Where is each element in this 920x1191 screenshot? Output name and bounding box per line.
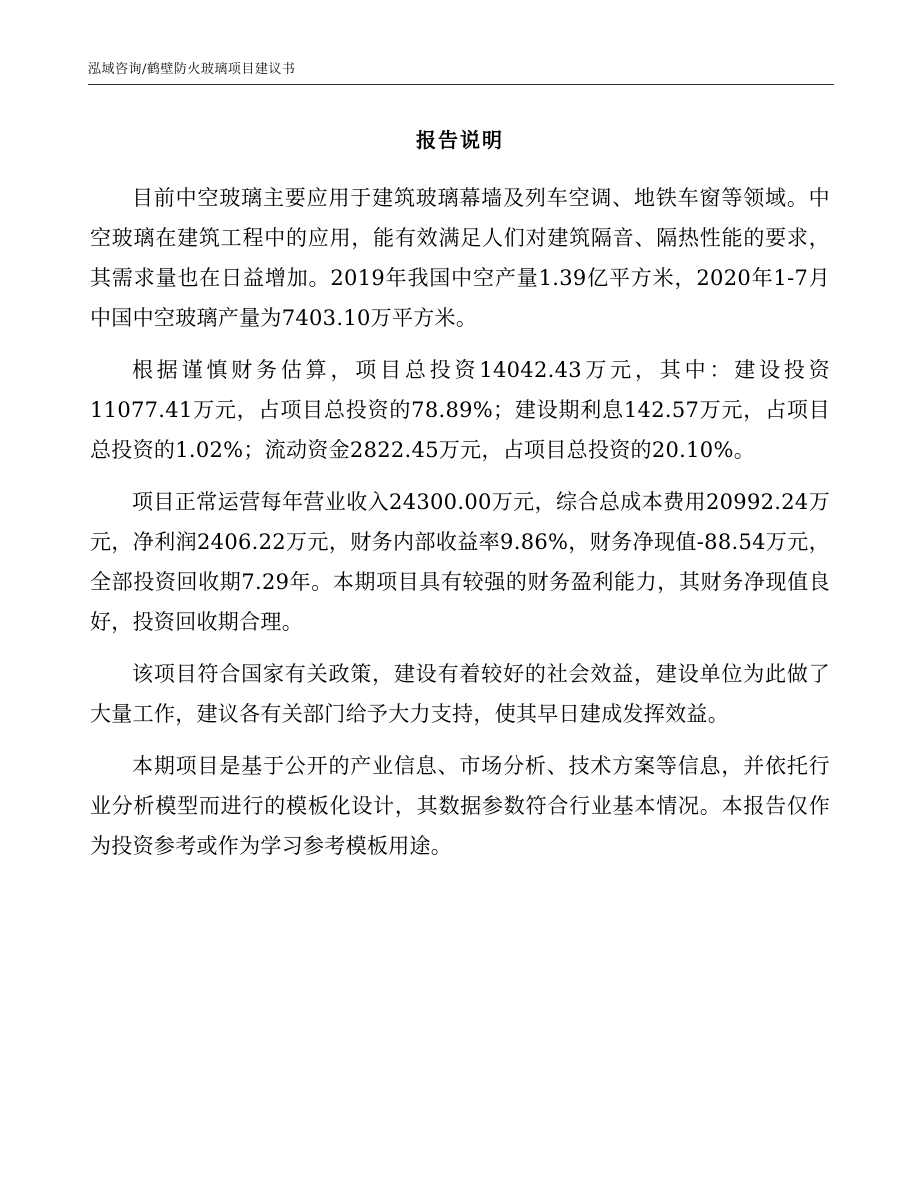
- paragraph-policy-support: 该项目符合国家有关政策，建设有着较好的社会效益，建设单位为此做了大量工作，建议各有关部门给予大力支持，使其早日建成发挥效益。: [90, 662, 830, 726]
- header-divider: [88, 84, 834, 85]
- paragraph-market-background: 目前中空玻璃主要应用于建筑玻璃幕墙及列车空调、地铁车窗等领域。中空玻璃在建筑工程中的应用，能有效满足人们对建筑隔音、隔热性能的要求，其需求量也在日益增加。2019年我国中空产量1.39亿平方米，2020年1-7月中国中空玻璃产量为7403.10万平方米。: [90, 186, 830, 330]
- paragraph-financial-returns: 项目正常运营每年营业收入24300.00万元，综合总成本费用20992.24万元，净利润2406.22万元，财务内部收益率9.86%，财务净现值-88.54万元，全部投资回收期7.29年。本期项目具有较强的财务盈利能力，其财务净现值良好，投资回收期合理。: [90, 490, 830, 634]
- report-body: [90, 178, 830, 878]
- paragraph-disclaimer: 本期项目是基于公开的产业信息、市场分析、技术方案等信息，并依托行业分析模型而进行的模板化设计，其数据参数符合行业基本情况。本报告仅作为投资参考或作为学习参考模板用途。: [90, 754, 830, 858]
- paragraph-investment-estimate: 根据谨慎财务估算，项目总投资14042.43万元，其中：建设投资11077.41万元，占项目总投资的78.89%；建设期利息142.57万元，占项目总投资的1.02%；流动资金2822.45万元，占项目总投资的20.10%。: [90, 358, 830, 462]
- running-header: 泓域咨询/鹤壁防火玻璃项目建议书: [88, 62, 296, 77]
- page-title: 报告说明: [416, 128, 504, 152]
